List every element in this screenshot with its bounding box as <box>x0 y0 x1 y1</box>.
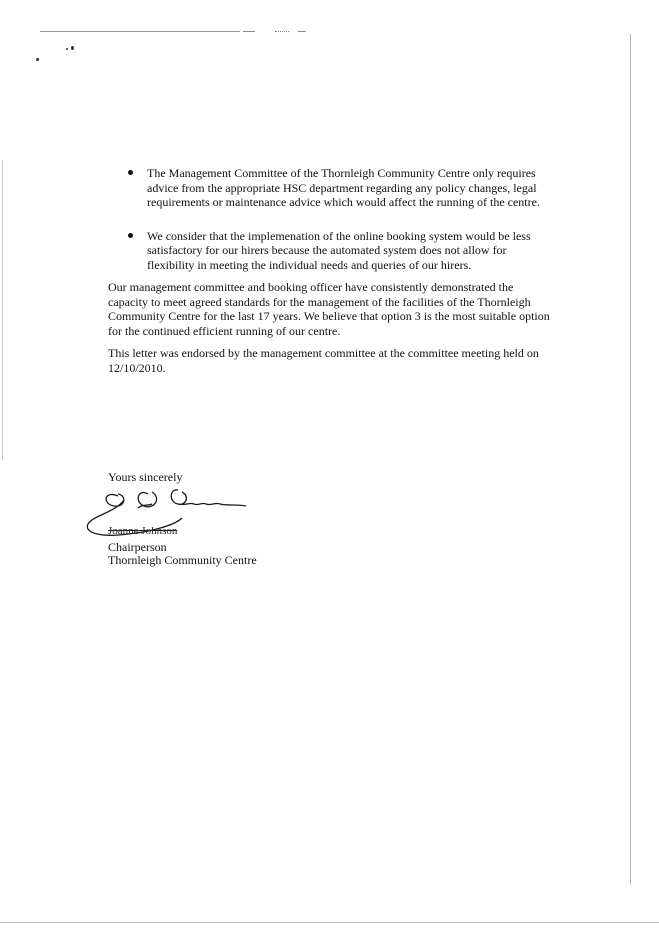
signer-organisation: Thornleigh Community Centre <box>108 553 257 567</box>
scan-edge-right <box>630 34 631 884</box>
scan-mark <box>275 31 289 32</box>
scan-edge-top <box>40 31 240 32</box>
scan-edge-left <box>2 160 3 460</box>
bullet-text: We consider that the implemenation of the online booking system would be less satisfactory for our hirers because the automated system does not allow for flexibility in meeting the individual needs and queries of our hirers. <box>147 228 531 272</box>
scan-speck <box>71 46 74 50</box>
signer-name: Joanne Johnson <box>108 525 178 537</box>
scan-speck <box>36 58 39 61</box>
list-item <box>128 166 548 210</box>
scan-edge-bottom <box>0 922 659 923</box>
bullet-icon <box>128 170 133 175</box>
list-item <box>128 229 548 273</box>
scan-mark <box>298 31 306 32</box>
bullet-text: The Management Committee of the Thornleigh Community Centre only requires advice from the appropriate HSC department regarding any policy changes, legal requirements or maintenance advice which would affect the running of the centre. <box>147 166 540 209</box>
body-paragraph: This letter was endorsed by the management committee at the committee meeting held on 12/10/2010. <box>108 346 539 375</box>
scan-mark <box>243 31 255 32</box>
bullet-list <box>128 166 548 272</box>
bullet-icon <box>128 233 133 238</box>
scan-speck <box>66 48 68 50</box>
closing-salutation: Yours sincerely <box>108 470 183 484</box>
body-paragraph: Our management committee and booking officer have consistently demonstrated the capacity to meet agreed standards for the management of the facilities of the Thornleigh Community Centre for the last 17 years. We believe that option 3 is the most suitable option for the continued efficient running of our centre. <box>108 280 550 338</box>
signer-title: Chairperson <box>108 540 167 554</box>
